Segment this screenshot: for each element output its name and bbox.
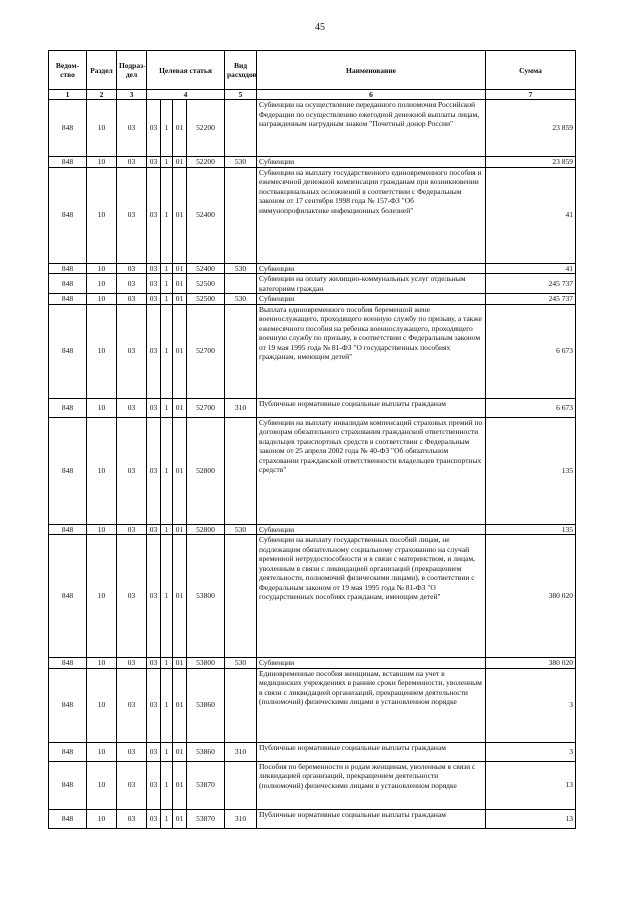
cell-celevaya-1: 03 [147,304,161,398]
header-num-1: 1 [49,90,87,100]
cell-celevaya-4: 52500 [187,274,225,294]
table-row [49,100,576,157]
cell-vid: 530 [225,294,257,305]
table-row [49,157,576,168]
header-num-6: 6 [257,90,486,100]
cell-celevaya-4: 52800 [187,524,225,535]
cell-celevaya-4: 53860 [187,668,225,742]
cell-summa: 41 [486,263,576,274]
cell-razdel: 10 [87,809,117,828]
cell-razdel: 10 [87,263,117,274]
cell-summa: 135 [486,524,576,535]
header-summa: Сумма [486,51,576,90]
cell-vid: 530 [225,263,257,274]
table-row [49,742,576,761]
cell-celevaya-3: 01 [173,742,187,761]
cell-celevaya-3: 01 [173,274,187,294]
cell-name: Субвенции [257,658,486,669]
cell-celevaya-1: 03 [147,417,161,524]
cell-vedom: 848 [49,809,87,828]
table-row [49,417,576,524]
header-razdel: Раздел [87,51,117,90]
cell-name: Субвенции [257,263,486,274]
cell-celevaya-3: 01 [173,167,187,263]
cell-celevaya-4: 52200 [187,157,225,168]
cell-vedom: 848 [49,535,87,658]
table-row [49,167,576,263]
cell-podrazdel: 03 [117,294,147,305]
cell-razdel: 10 [87,417,117,524]
cell-name: Субвенции на оплату жилищно-коммунальных услуг отдельным категориям граждан [257,274,486,294]
header-vid: Вид расходов [225,51,257,90]
cell-summa: 380 020 [486,658,576,669]
cell-celevaya-2: 1 [161,761,173,809]
cell-celevaya-4: 52700 [187,398,225,417]
header-name: Наименование [257,51,486,90]
cell-summa: 245 737 [486,274,576,294]
cell-summa: 3 [486,668,576,742]
cell-vid [225,761,257,809]
cell-celevaya-2: 1 [161,100,173,157]
cell-podrazdel: 03 [117,761,147,809]
cell-vid: 310 [225,809,257,828]
cell-vid [225,668,257,742]
cell-razdel: 10 [87,100,117,157]
cell-vid: 530 [225,157,257,168]
cell-summa: 380 020 [486,535,576,658]
cell-celevaya-2: 1 [161,742,173,761]
budget-table [48,50,576,829]
cell-podrazdel: 03 [117,417,147,524]
cell-celevaya-3: 01 [173,668,187,742]
cell-celevaya-4: 52500 [187,294,225,305]
cell-podrazdel: 03 [117,742,147,761]
cell-podrazdel: 03 [117,398,147,417]
cell-celevaya-3: 01 [173,809,187,828]
header-num-5: 5 [225,90,257,100]
cell-summa: 245 737 [486,294,576,305]
cell-vedom: 848 [49,417,87,524]
cell-podrazdel: 03 [117,167,147,263]
cell-celevaya-4: 52800 [187,417,225,524]
cell-podrazdel: 03 [117,304,147,398]
cell-razdel: 10 [87,294,117,305]
cell-celevaya-3: 01 [173,417,187,524]
cell-celevaya-1: 03 [147,742,161,761]
cell-summa: 41 [486,167,576,263]
cell-celevaya-2: 1 [161,167,173,263]
cell-vid [225,535,257,658]
cell-podrazdel: 03 [117,524,147,535]
cell-celevaya-1: 03 [147,263,161,274]
cell-vedom: 848 [49,274,87,294]
cell-celevaya-2: 1 [161,304,173,398]
cell-name: Субвенции на выплату государственного единовременного пособия и ежемесячной денежной компенсации гражданам при возникновении поствакцинальных осложнений в соответствии с Федеральным законом от 17 сентября 1998 года № 157-ФЗ "Об иммунопрофилактике инфекционных болезней" [257,167,486,263]
cell-celevaya-3: 01 [173,398,187,417]
cell-summa: 3 [486,742,576,761]
header-num-2: 2 [87,90,117,100]
cell-razdel: 10 [87,658,117,669]
cell-razdel: 10 [87,742,117,761]
cell-podrazdel: 03 [117,535,147,658]
header-vedom: Ведом-ство [49,51,87,90]
cell-vedom: 848 [49,304,87,398]
cell-name: Субвенции на осуществление переданного полномочия Российской Федерации по осуществлению ежегодной денежной выплаты лицам, награжденным нагрудным знаком "Почетный донор России" [257,100,486,157]
cell-celevaya-1: 03 [147,398,161,417]
header-podrazdel: Подраз-дел [117,51,147,90]
cell-celevaya-2: 1 [161,294,173,305]
cell-celevaya-1: 03 [147,809,161,828]
cell-name: Субвенции [257,157,486,168]
cell-vid [225,274,257,294]
cell-celevaya-1: 03 [147,761,161,809]
cell-vedom: 848 [49,167,87,263]
cell-celevaya-4: 52400 [187,263,225,274]
cell-summa: 13 [486,761,576,809]
cell-name: Пособия по беременности и родам женщинам, уволенным в связи с ликвидацией организаций, прекращением деятельности (полномочий) физическими лицами в установленном порядке [257,761,486,809]
cell-name: Субвенции на выплату государственных пособий лицам, не подлежащим обязательному социальному страхованию на случай временной нетрудоспособности и в связи с материнством, и лицам, уволенным в связи с ликвидацией организаций (прекращением деятельности, полномочий физическими лицами), в соответствии с Федеральным законом от 19 мая 1995 года № 81-ФЗ "О государственных пособиях гражданам, имеющим детей" [257,535,486,658]
cell-celevaya-1: 03 [147,668,161,742]
cell-podrazdel: 03 [117,263,147,274]
cell-celevaya-3: 01 [173,304,187,398]
cell-razdel: 10 [87,167,117,263]
cell-summa: 23 859 [486,100,576,157]
table-row [49,304,576,398]
table-row [49,524,576,535]
cell-name: Единовременные пособия женщинам, вставшим на учет в медицинских учреждениях в ранние сроки беременности, уволенным в связи с ликвидацией организаций, прекращением деятельности (полномочий) физическими лицами в установленном порядке [257,668,486,742]
table-row [49,294,576,305]
cell-vedom: 848 [49,761,87,809]
cell-razdel: 10 [87,535,117,658]
cell-razdel: 10 [87,304,117,398]
cell-celevaya-2: 1 [161,274,173,294]
cell-celevaya-2: 1 [161,157,173,168]
cell-celevaya-3: 01 [173,658,187,669]
cell-vedom: 848 [49,658,87,669]
cell-podrazdel: 03 [117,809,147,828]
cell-name: Публичные нормативные социальные выплаты гражданам [257,742,486,761]
cell-summa: 23 859 [486,157,576,168]
cell-vedom: 848 [49,668,87,742]
cell-vedom: 848 [49,263,87,274]
table-row [49,809,576,828]
cell-celevaya-2: 1 [161,535,173,658]
cell-summa: 6 673 [486,398,576,417]
cell-celevaya-1: 03 [147,524,161,535]
cell-celevaya-3: 01 [173,100,187,157]
cell-vedom: 848 [49,157,87,168]
cell-celevaya-1: 03 [147,535,161,658]
cell-vid: 310 [225,398,257,417]
cell-celevaya-1: 03 [147,100,161,157]
cell-vid [225,167,257,263]
header-numbers-row [49,90,576,100]
cell-celevaya-2: 1 [161,398,173,417]
cell-celevaya-3: 01 [173,524,187,535]
cell-razdel: 10 [87,761,117,809]
table-row [49,263,576,274]
cell-name: Публичные нормативные социальные выплаты гражданам [257,398,486,417]
header-row [49,51,576,90]
cell-celevaya-1: 03 [147,658,161,669]
cell-vid: 310 [225,742,257,761]
cell-vid [225,100,257,157]
cell-name: Субвенции на выплату инвалидам компенсаций страховых премий по договорам обязательного страхования гражданской ответственности владельцев транспортных средств в соответствии с Федеральным законом от 25 апреля 2002 года № 40-ФЗ "Об обязательном страховании гражданской ответственности владельцев транспортных средств" [257,417,486,524]
header-num-7: 7 [486,90,576,100]
cell-celevaya-3: 01 [173,535,187,658]
cell-name: Субвенции [257,524,486,535]
cell-vedom: 848 [49,398,87,417]
cell-razdel: 10 [87,274,117,294]
cell-name: Публичные нормативные социальные выплаты гражданам [257,809,486,828]
cell-celevaya-3: 01 [173,263,187,274]
table-row [49,761,576,809]
cell-vid [225,304,257,398]
cell-celevaya-4: 52200 [187,100,225,157]
cell-summa: 135 [486,417,576,524]
cell-podrazdel: 03 [117,274,147,294]
cell-celevaya-4: 53800 [187,535,225,658]
table-row [49,535,576,658]
cell-vid [225,417,257,524]
cell-celevaya-1: 03 [147,274,161,294]
cell-razdel: 10 [87,524,117,535]
cell-celevaya-2: 1 [161,524,173,535]
cell-razdel: 10 [87,157,117,168]
cell-celevaya-4: 53860 [187,742,225,761]
cell-razdel: 10 [87,668,117,742]
cell-celevaya-1: 03 [147,294,161,305]
cell-podrazdel: 03 [117,658,147,669]
cell-celevaya-3: 01 [173,761,187,809]
cell-vid: 530 [225,658,257,669]
cell-celevaya-1: 03 [147,157,161,168]
cell-vid: 530 [225,524,257,535]
cell-celevaya-1: 03 [147,167,161,263]
header-num-3: 3 [117,90,147,100]
cell-celevaya-2: 1 [161,658,173,669]
cell-celevaya-4: 53870 [187,761,225,809]
cell-vedom: 848 [49,294,87,305]
cell-vedom: 848 [49,524,87,535]
cell-celevaya-4: 53870 [187,809,225,828]
cell-celevaya-4: 52700 [187,304,225,398]
header-num-4: 4 [147,90,225,100]
page-number: 45 [315,22,325,33]
cell-summa: 6 673 [486,304,576,398]
cell-celevaya-4: 53800 [187,658,225,669]
header-celevaya: Целевая статья [147,51,225,90]
cell-celevaya-2: 1 [161,809,173,828]
table-row [49,398,576,417]
cell-celevaya-3: 01 [173,294,187,305]
cell-podrazdel: 03 [117,668,147,742]
cell-celevaya-4: 52400 [187,167,225,263]
cell-podrazdel: 03 [117,100,147,157]
cell-podrazdel: 03 [117,157,147,168]
cell-name: Субвенции [257,294,486,305]
cell-celevaya-2: 1 [161,668,173,742]
cell-vedom: 848 [49,100,87,157]
cell-razdel: 10 [87,398,117,417]
cell-summa: 13 [486,809,576,828]
table-row [49,658,576,669]
cell-celevaya-2: 1 [161,417,173,524]
table-row [49,274,576,294]
cell-name: Выплата единовременного пособия беременной жене военнослужащего, проходящего военную службу по призыву, а также ежемесячного пособия на ребенка военнослужащего, проходящего военную службу по призыву, в соответствии с Федеральным законом от 19 мая 1995 года № 81-ФЗ "О государственных пособиях гражданам, имеющим детей" [257,304,486,398]
table-row [49,668,576,742]
cell-celevaya-3: 01 [173,157,187,168]
cell-vedom: 848 [49,742,87,761]
cell-celevaya-2: 1 [161,263,173,274]
